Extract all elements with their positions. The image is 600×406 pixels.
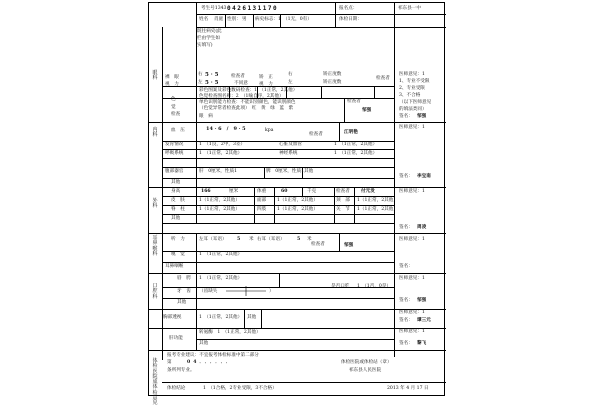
alt-value: 转氨酶 1 （1正常，2其他） [199,330,261,335]
section-ent: 耳鼻喉科 [152,235,158,257]
naked-eye-label: 裸 眼 [165,75,179,80]
exam-id-label: 考生号1343 [201,6,227,11]
conclusion-value: 1 （1合格，2专业受限，3不合格） [203,386,277,391]
ent-signature-label: 签名： [399,264,413,269]
corrected-label: 矫 正 [259,75,273,80]
left-eye-vision: 5 · 5 [205,80,219,86]
section-eye: 眼科 [152,70,158,82]
abdomen-label: 腹部器官 [165,169,184,174]
oral-doctor-signature: 邹强 [417,298,427,303]
exam-label: 检查 [171,112,181,117]
correction-power-right: 矫正度数 [323,72,342,77]
respiratory-label: 呼吸系统 [165,151,184,156]
smell-value: 1 （1正常，2其他） [199,252,243,257]
liver-function-label: 肝功能 [169,336,183,341]
suggestion-code: 04．．．．．． [187,360,234,365]
weight-unit: 千克 [307,189,317,194]
eye-opinion-5: 的填法类同） [399,107,427,112]
section-surgery: 外科 [152,198,158,210]
liver-doctor-signature: 黎飞 [417,341,427,346]
left-ear-value: 5 [237,237,241,242]
internal-examiner-label: 检查者 [309,132,323,137]
chest-doctor-opinion: 医师意见：1 [399,310,425,315]
limbs-value: 1（1正常，2其他） [277,207,318,212]
corrected-left-label: 左 [288,80,293,85]
joints-value: 1（1正常，2其他） [357,207,398,212]
hearing-label: 听 力 [171,237,185,242]
lips-label: 唇 腭 [177,276,191,281]
cardiovascular-value: 1 （1正常，2其他） [334,142,378,147]
chest-xray-value: 1 （1正常，2其他） [199,315,243,320]
smell-label: 嗅 觉 [171,252,185,257]
gender-value: 男 [242,17,247,22]
spine-label: 脊 柱 [171,207,185,212]
nervous-label: 神经系统 [279,151,298,156]
lips-value: 1 （1正常，2其他） [199,276,243,281]
color-vision-item-3: 单色识别能力检查：不能识别颜色，能识别颜色 [199,100,296,105]
correction-power-left: 矫正度数 [323,80,342,85]
review-date: 2013 年 4 月 17 日 [387,386,429,391]
section-review: 体检医院成体检意见 [152,358,158,406]
spleen-value: 脾 0厘米，性质1 [266,169,305,174]
surgery-examiner-label: 检查者 [336,189,350,194]
conclusion-label: 体检结论 [167,386,186,391]
internal-examiner-signature: 江明艳 [344,130,358,135]
ent-doctor-opinion: 医师意见：1 [399,237,425,242]
suggestion-line-2: 第 [167,360,172,365]
suggestion-line-1: 报考专业建议：不宜报考体检标准中第二部分 [167,353,259,358]
missing-teeth-close: ） [269,289,274,294]
corrected-vision-label: 视 力 [259,82,273,87]
limbs-label: 四肢 [257,207,267,212]
eye-opinion-3: 3、不合格 [399,93,421,98]
surgery-signature-label: 签名： [399,225,413,230]
name-label: 姓名 [199,17,209,22]
medical-history-note: 既往病史(此栏由学生如实填写) [197,29,222,49]
nervous-value: 1 （1正常，2其他） [334,151,378,156]
right-eye-label: 右 [198,72,203,77]
left-ear-unit: 米 [249,237,254,242]
examiner-label: 检查者 [231,74,245,79]
school-label: 报名点： [339,6,358,11]
development-label: 发育情况 [165,142,184,147]
weight-value: 60 [281,189,288,194]
liver-doctor-opinion: 医师意见：1 [399,329,425,334]
eye-examiner-label-2: 检查者 [347,99,361,104]
oral-signature-label: 签名： [399,298,413,303]
skin-label: 皮 肤 [171,198,185,203]
hospital-seal-text: 体检医院或体检站（章） [341,360,392,365]
teeth-label: 牙 齿 [177,289,191,294]
liver-other-label: 其他 [199,341,209,346]
spine-value: 1（1正常，2其他） [199,207,240,212]
internal-doctor-signature: 李宝南 [417,174,431,179]
section-internal: 内科 [152,127,158,139]
eye-other-label: 眼 病 [199,114,213,119]
eye-opinion-4: （以下医师意见 [399,100,432,105]
missing-teeth-label: （齿缺失 [199,289,218,294]
eye-examiner-signature: 邹强 [362,108,372,113]
respiratory-value: 1 （1正常，2其他） [199,151,243,156]
bp-unit: kpa [265,128,274,133]
eye-doctor-signature: 邹强 [417,114,427,119]
neck-label: 颈 部 [336,198,350,203]
chest-xray-label: 胸部透视 [163,315,182,320]
height-unit: 厘米 [229,189,239,194]
color-vision-item-2: 色觉检查图名称：2 （1喻自序，2其他） [199,94,284,99]
eye-opinion-2: 2、专业受限 [399,86,425,91]
eye-doctor-opinion-label: 医师意见：1 [399,72,425,77]
name-value: 肖庭 [214,17,224,22]
internal-other-label: 其他 [171,180,181,185]
oral-doctor-opinion: 医师意见：1 [399,276,425,281]
weight-label: 体重 [257,189,267,194]
sense-label: 觉 [171,105,176,110]
exam-form [148,2,445,406]
surgery-examiner-signature: 付元发 [361,189,375,194]
liver-value: 肝 0厘米，性质1 [199,169,238,174]
internal-signature-label: 签名： [399,174,413,179]
eye-opinion-1: 1、专业不受限 [399,79,430,84]
ent-examiner-signature: 邹强 [344,243,354,248]
exam-id-value: 0426131170 [227,5,279,12]
face-label: 面部 [257,198,267,203]
development-value: 1 （1良，2中，3差） [199,142,246,147]
medical-history-label: 病史标志：1 [255,17,281,22]
surgery-doctor-opinion: 医师意见：1 [399,189,425,194]
suggestion-line-3: 条所列专业。 [167,368,195,373]
chest-signature-label: 签名： [399,318,413,323]
exam-date-label: 体检日期： [339,17,362,22]
surgery-doctor-signature: 周凌 [417,225,427,230]
cardiovascular-label: 心脏及血管 [279,142,302,147]
height-label: 身高 [171,189,181,194]
malocclusion-value: 1 （1否，0是） [357,284,392,289]
section-oral: 口腔科 [152,283,158,300]
ent-examiner-label: 检查者 [311,242,325,247]
chest-other-label: 其他 [247,315,257,320]
eye-examiner-label: 检查者 [376,76,390,81]
color-vision-item-1: 彩色图案及彩色数码检查：1 （1正常，2其他） [199,88,298,93]
dental-chart-cross [224,286,268,296]
unsigned-label: 不同意 [234,81,248,86]
blood-pressure-value: 14 · 6 / 9 · 5 [206,126,246,132]
medical-history-value: （1无，0有） [283,17,312,22]
right-ear-label: 右耳（耳语） [257,237,285,242]
eye-signature-label: 签名： [399,114,413,119]
corrected-right-label: 右 [288,72,293,77]
right-ear-value: 5 [297,237,301,242]
gender-label: 性别： [227,17,241,22]
blood-pressure-label: 血 压 [171,128,185,133]
chest-doctor-signature: 谭三元 [417,318,431,323]
abdomen-other-value: 其他 [304,169,314,174]
internal-doctor-opinion: 医师意见：1 [399,125,425,130]
left-eye-label: 左 [198,80,203,85]
face-value: 1（1正常，2其他） [277,198,318,203]
right-eye-vision: 5 · 5 [205,72,219,78]
oral-other-label: 其他 [177,300,187,305]
neck-value: 1（1正常，2其他） [357,198,398,203]
skin-value: 1（1正常，2其他） [199,198,240,203]
surgery-other-label: 其他 [171,216,181,221]
right-ear-unit: 米 [307,237,312,242]
school-value: 祁东县一中 [398,6,421,11]
joints-label: 关 节 [336,207,350,212]
color-label: 色 [171,97,176,102]
ent-throat-label: 耳鼻咽喉 [165,264,184,269]
height-value: 166 [201,189,211,194]
vision-label: 视 力 [165,82,179,87]
malocclusion-label: 是否口吃 [331,284,350,289]
hospital-name: 祁东县人民医院 [349,368,382,373]
liver-signature-label: 签名： [399,341,413,346]
color-vision-item-4: （色觉异常者检查此项） 红 黄 绿 蓝 紫 [199,106,294,111]
left-ear-label: 左耳（耳语） [199,237,227,242]
